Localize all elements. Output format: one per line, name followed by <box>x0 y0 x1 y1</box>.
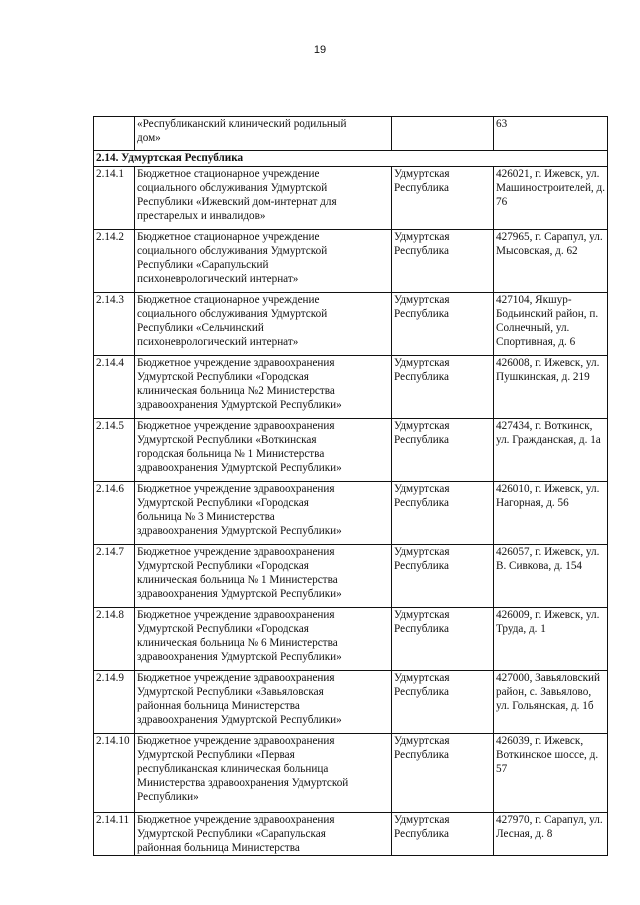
address <box>494 813 608 856</box>
row-number <box>94 482 135 545</box>
row-number-text: 2.14.7 <box>96 546 124 558</box>
row-number-text: 2.14.4 <box>96 357 124 369</box>
table-row <box>94 671 608 734</box>
region <box>392 167 494 230</box>
row-number-text: 2.14.8 <box>96 609 124 621</box>
address-text: 427104, Якшур-Бодьинский район, п. Солнечный, ул. Спортивная, д. 6 <box>496 294 599 348</box>
table-row <box>94 167 608 230</box>
row-number <box>94 230 135 293</box>
section-row <box>94 151 608 167</box>
institution-name-text: Бюджетное учреждение здравоохранения Удмуртской Республики «Воткинская городская больница № 1 Министерства здравоохранения Удмуртской Республики» <box>137 420 342 474</box>
region <box>392 293 494 356</box>
address <box>494 482 608 545</box>
institution-name-text: Бюджетное учреждение здравоохранения Удмуртской Республики «Сарапульская районная больница Министерства <box>137 814 335 854</box>
region-text: Удмуртская Республика <box>394 420 450 446</box>
address <box>494 293 608 356</box>
institution-name-text: Бюджетное стационарное учреждение социального обслуживания Удмуртской Республики «Ижевский дом-интернат для престарелых и инвалидов» <box>137 168 337 222</box>
institution-name <box>135 230 392 293</box>
region-text: Удмуртская Республика <box>394 168 450 194</box>
region-text: Удмуртская Республика <box>394 672 450 698</box>
address-text: 427965, г. Сарапул, ул. Мысовская, д. 62 <box>496 231 603 257</box>
region-text: Удмуртская Республика <box>394 546 450 572</box>
institution-name-text: Бюджетное учреждение здравоохранения Удмуртской Республики «Первая республиканская клиническая больница Министерства здравоохранения Удмуртской Республики» <box>137 735 349 803</box>
institution-name <box>135 293 392 356</box>
address <box>494 167 608 230</box>
row-number <box>94 734 135 813</box>
region <box>392 419 494 482</box>
institution-name-text: Бюджетное стационарное учреждение социального обслуживания Удмуртской Республики «Сарапульский психоневрологический интернат» <box>137 231 328 285</box>
institution-name-text: Бюджетное стационарное учреждение социального обслуживания Удмуртской Республики «Сельчинский психоневрологический интернат» <box>137 294 328 348</box>
address-text: 426009, г. Ижевск, ул. Труда, д. 1 <box>496 609 600 635</box>
table-row <box>94 293 608 356</box>
address-text: 426010, г. Ижевск, ул. Нагорная, д. 56 <box>496 483 600 509</box>
address <box>494 545 608 608</box>
region-text: Удмуртская Республика <box>394 735 450 761</box>
region-text: Удмуртская Республика <box>394 231 450 257</box>
row-number <box>94 813 135 856</box>
institution-name-text: Бюджетное учреждение здравоохранения Удмуртской Республики «Городская клиническая больница № 1 Министерства здравоохранения Удмуртской Республики» <box>137 546 342 600</box>
region <box>392 671 494 734</box>
address <box>494 734 608 813</box>
institution-name <box>135 608 392 671</box>
region <box>392 608 494 671</box>
section-title: 2.14. Удмуртская Республика <box>94 151 608 167</box>
institutions-table <box>93 116 608 856</box>
table-row <box>94 608 608 671</box>
institution-name <box>135 734 392 813</box>
address-text: 63 <box>496 118 508 130</box>
institution-name-text: Бюджетное учреждение здравоохранения Удмуртской Республики «Завьяловская районная больница Министерства здравоохранения Удмуртской Республики» <box>137 672 342 726</box>
row-number <box>94 167 135 230</box>
address-text: 426021, г. Ижевск, ул. Машиностроителей, д. 76 <box>496 168 606 208</box>
region <box>392 734 494 813</box>
row-number-text: 2.14.2 <box>96 231 124 243</box>
table-row <box>94 419 608 482</box>
row-number <box>94 117 135 151</box>
table-row <box>94 545 608 608</box>
address-text: 427434, г. Воткинск, ул. Гражданская, д. 1а <box>496 420 601 446</box>
address-text: 426057, г. Ижевск, ул. В. Сивкова, д. 154 <box>496 546 600 572</box>
institution-name <box>135 419 392 482</box>
institution-name-text: Бюджетное учреждение здравоохранения Удмуртской Республики «Городская клиническая больница № 6 Министерства здравоохранения Удмуртской Республики» <box>137 609 342 663</box>
row-number <box>94 356 135 419</box>
address <box>494 671 608 734</box>
row-number-text: 2.14.9 <box>96 672 124 684</box>
row-number-text: 2.14.6 <box>96 483 124 495</box>
region <box>392 482 494 545</box>
row-number-text: 2.14.1 <box>96 168 124 180</box>
institution-name-text: Бюджетное учреждение здравоохранения Удмуртской Республики «Городская клиническая больница №2 Министерства здравоохранения Удмуртской Республики» <box>137 357 342 411</box>
address-text: 427000, Завьяловский район, с. Завьялово, ул. Гольянская, д. 1б <box>496 672 601 712</box>
region <box>392 117 494 151</box>
table-row <box>94 356 608 419</box>
table-row <box>94 813 608 856</box>
institution-name <box>135 813 392 856</box>
institution-name <box>135 356 392 419</box>
institution-name <box>135 482 392 545</box>
address-text: 427970, г. Сарапул, ул. Лесная, д. 8 <box>496 814 603 840</box>
region <box>392 813 494 856</box>
row-number <box>94 293 135 356</box>
row-number <box>94 419 135 482</box>
institution-name-text: Бюджетное учреждение здравоохранения Удмуртской Республики «Городская больница № 3 Министерства здравоохранения Удмуртской Республики» <box>137 483 342 537</box>
region <box>392 356 494 419</box>
region <box>392 545 494 608</box>
table-row <box>94 482 608 545</box>
table-row <box>94 734 608 813</box>
institution-name-text: «Республиканский клинический родильный дом» <box>137 118 347 144</box>
row-number-text: 2.14.10 <box>96 735 130 747</box>
address-text: 426039, г. Ижевск, Воткинское шоссе, д. 57 <box>496 735 599 775</box>
row-number-text: 2.14.5 <box>96 420 124 432</box>
row-number <box>94 545 135 608</box>
region-text: Удмуртская Республика <box>394 294 450 320</box>
address <box>494 230 608 293</box>
row-number <box>94 608 135 671</box>
institution-name <box>135 671 392 734</box>
region-text: Удмуртская Республика <box>394 814 450 840</box>
row-number <box>94 671 135 734</box>
region <box>392 230 494 293</box>
address-text: 426008, г. Ижевск, ул. Пушкинская, д. 219 <box>496 357 600 383</box>
institution-name <box>135 117 392 151</box>
address <box>494 419 608 482</box>
region-text: Удмуртская Республика <box>394 483 450 509</box>
region-text: Удмуртская Республика <box>394 357 450 383</box>
address <box>494 608 608 671</box>
address <box>494 356 608 419</box>
page-number: 19 <box>313 44 327 56</box>
region-text: Удмуртская Республика <box>394 609 450 635</box>
address <box>494 117 608 151</box>
row-number-text: 2.14.3 <box>96 294 124 306</box>
table-body <box>94 117 608 856</box>
table-row-continued <box>94 117 608 151</box>
row-number-text: 2.14.11 <box>96 814 130 826</box>
institution-name <box>135 545 392 608</box>
institution-name <box>135 167 392 230</box>
table-row <box>94 230 608 293</box>
